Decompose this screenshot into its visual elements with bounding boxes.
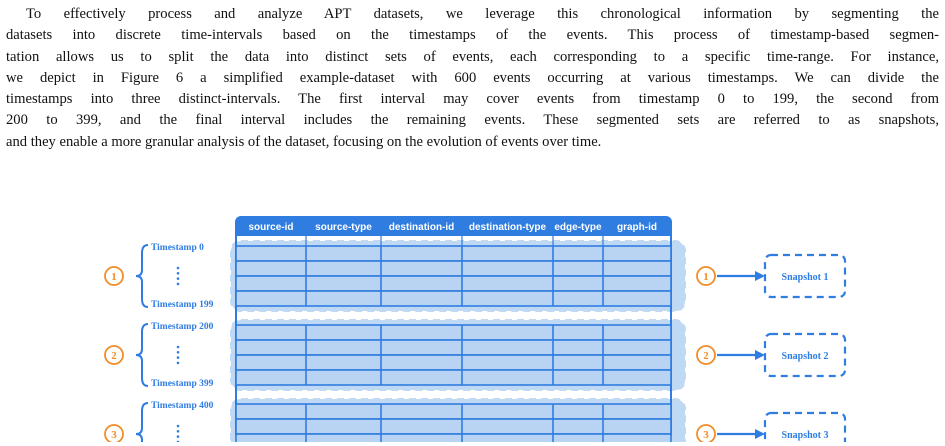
curly-brace — [136, 403, 148, 442]
ellipsis-dot — [177, 346, 180, 349]
curly-brace — [136, 245, 148, 307]
table-row — [236, 355, 671, 370]
table-row — [236, 325, 671, 340]
column-header: edge-type — [554, 222, 602, 233]
paragraph-line: datasets into discrete time-intervals based on the timestamps of the events. This process of timestamp-based segmen- — [6, 27, 939, 44]
column-header: source-id — [248, 222, 294, 233]
column-header: graph-id — [617, 222, 657, 233]
paragraph-line: and they enable a more granular analysis of the dataset, focusing on the evolution of events over time. — [6, 133, 602, 150]
timestamp-end-label: Timestamp 199 — [151, 300, 214, 310]
curly-brace — [136, 324, 148, 386]
snapshot-segmentation-figure — [0, 214, 945, 442]
timestamp-start-label: Timestamp 200 — [151, 322, 214, 332]
snapshot-arrow-head — [755, 350, 765, 360]
paragraph-line: we depict in Figure 6 a simplified example-dataset with 600 events occurring at various timestamps. We can divide the — [6, 69, 939, 86]
group-number: 1 — [111, 271, 117, 283]
ellipsis-dot — [177, 277, 180, 280]
timestamp-start-label: Timestamp 0 — [151, 243, 204, 253]
column-header: source-type — [315, 222, 372, 233]
paragraph-line: To effectively process and analyze APT datasets, we leverage this chronological information by segmenting the — [26, 6, 939, 22]
timestamp-end-label: Timestamp 399 — [151, 379, 214, 389]
paragraph-line: timestamps into three distinct-intervals. The first interval may cover events from timestamp 0 to 199, the second from — [6, 91, 939, 108]
timestamp-start-label: Timestamp 400 — [151, 401, 214, 411]
ellipsis-dot — [177, 430, 180, 433]
table-row — [236, 434, 671, 442]
table-row — [236, 291, 671, 306]
ellipsis-dot — [177, 351, 180, 354]
snapshot-arrow-head — [755, 429, 765, 439]
snapshot-arrow-head — [755, 271, 765, 281]
ellipsis-dot — [177, 362, 180, 365]
table-row — [236, 404, 671, 419]
ellipsis-dot — [177, 356, 180, 359]
group-number: 3 — [111, 429, 117, 441]
table-row — [236, 246, 671, 261]
column-header: destination-type — [468, 222, 547, 233]
table-row — [236, 340, 671, 355]
paragraph-line: 200 to 399, and the final interval includes the remaining events. These segmented sets are referred to as snapshots, — [6, 112, 939, 129]
table-row — [236, 419, 671, 434]
snapshot-label: Snapshot 3 — [781, 430, 829, 441]
snapshot-label: Snapshot 2 — [781, 351, 829, 362]
ellipsis-dot — [177, 425, 180, 428]
paragraph-line: tation allows us to split the data into distinct sets of events, each corresponding to a specific time-range. For instance, — [6, 48, 939, 65]
ellipsis-dot — [177, 441, 180, 442]
snapshot-number: 3 — [703, 429, 709, 441]
ellipsis-dot — [177, 283, 180, 286]
table-row — [236, 261, 671, 276]
table-row — [236, 370, 671, 385]
ellipsis-dot — [177, 267, 180, 270]
column-header: destination-id — [388, 222, 455, 233]
group-number: 2 — [111, 350, 117, 362]
ellipsis-dot — [177, 272, 180, 275]
snapshot-number: 2 — [703, 350, 709, 362]
snapshot-number: 1 — [703, 271, 709, 283]
snapshot-label: Snapshot 1 — [781, 272, 829, 283]
ellipsis-dot — [177, 435, 180, 438]
body-paragraph — [6, 4, 939, 153]
table-row — [236, 276, 671, 291]
